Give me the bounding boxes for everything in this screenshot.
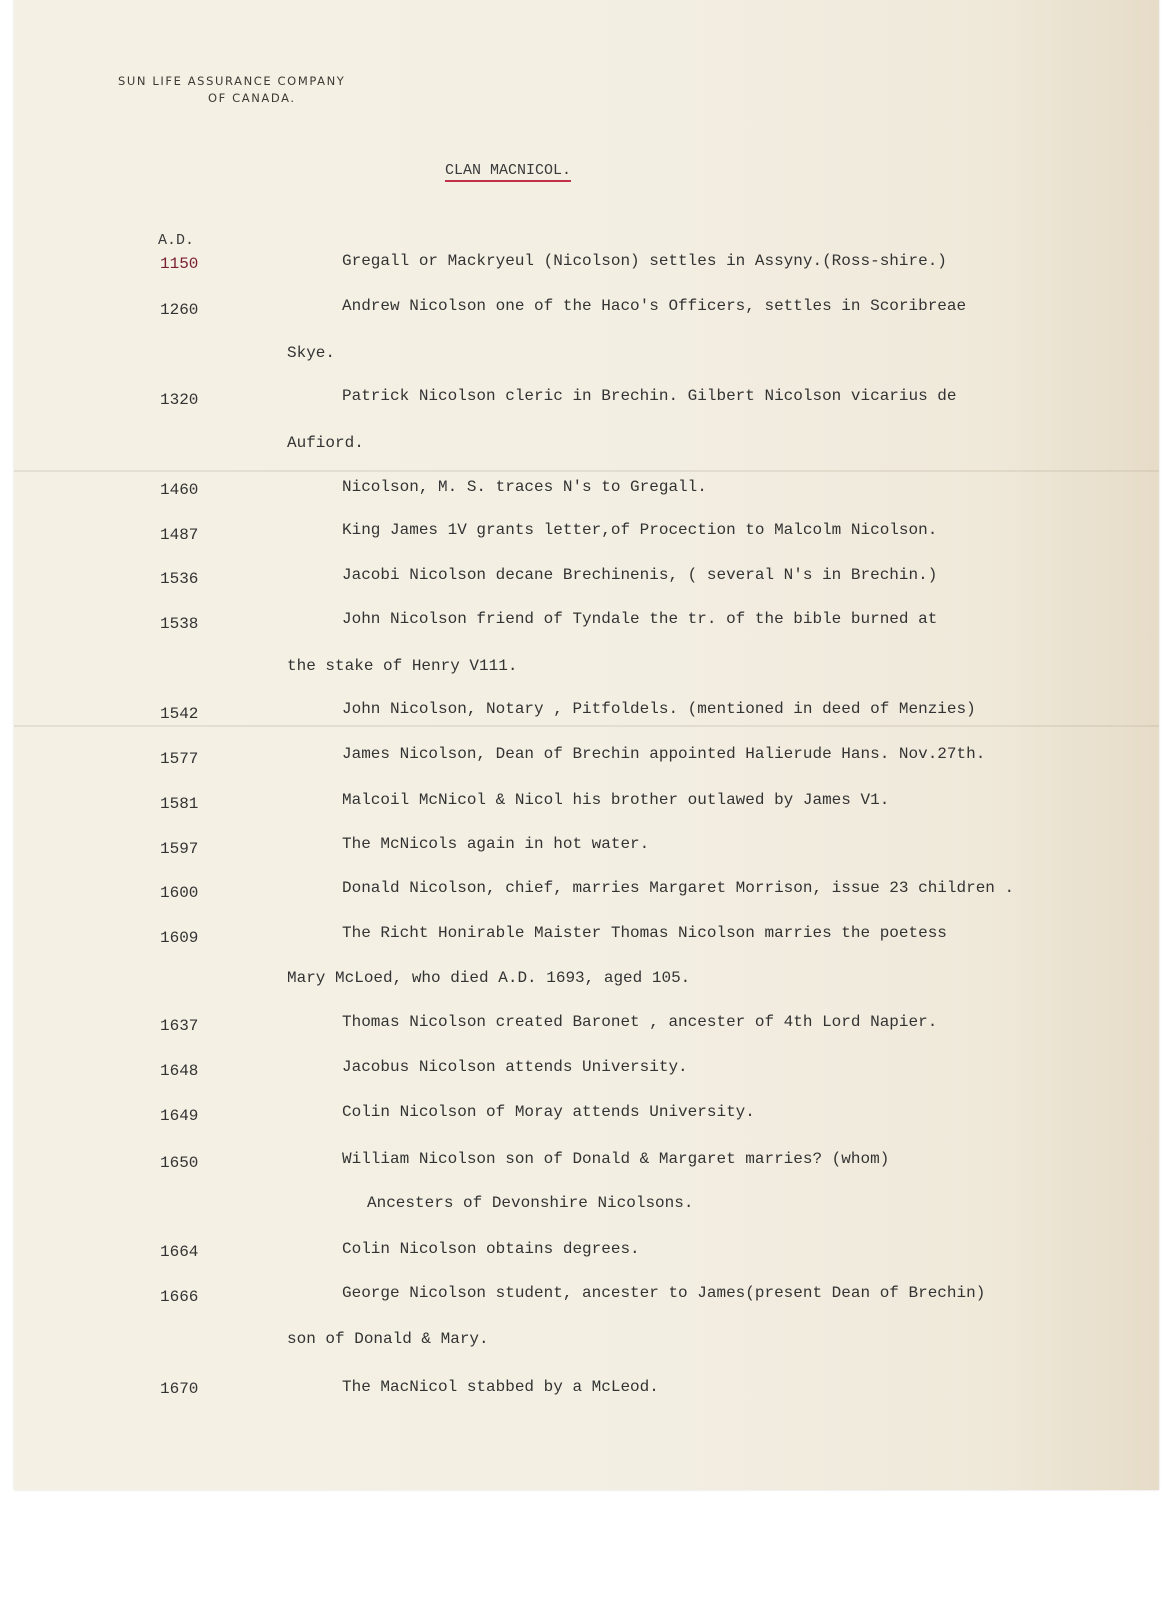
entry-continuation: son of Donald & Mary.	[287, 1330, 489, 1348]
entry-text: Gregall or Mackryeul (Nicolson) settles in Assyny.(Ross-shire.)	[342, 252, 947, 270]
entry-year: 1538	[160, 615, 199, 633]
entry-year: 1637	[160, 1017, 199, 1035]
entry-text: Nicolson, M. S. traces N's to Gregall.	[342, 478, 707, 496]
entry-year: 1664	[160, 1243, 199, 1261]
entry-year: 1609	[160, 929, 199, 947]
entry-text: Jacobus Nicolson attends University.	[342, 1058, 688, 1076]
entry-year: 1650	[160, 1154, 199, 1172]
document-title: CLAN MACNICOL.	[445, 162, 571, 182]
entry-year: 1597	[160, 840, 199, 858]
paper-fold	[14, 725, 1159, 727]
paper-fold	[14, 470, 1159, 472]
entry-year: 1320	[160, 391, 199, 409]
entry-text: William Nicolson son of Donald & Margaret marries? (whom)	[342, 1150, 890, 1168]
letterhead	[118, 74, 418, 105]
entry-text: The Richt Honirable Maister Thomas Nicolson marries the poetess	[342, 924, 947, 942]
entry-text: The MacNicol stabbed by a McLeod.	[342, 1378, 659, 1396]
entry-text: Colin Nicolson obtains degrees.	[342, 1240, 640, 1258]
entry-year: 1260	[160, 301, 199, 319]
entry-text: James Nicolson, Dean of Brechin appointed Halierude Hans. Nov.27th.	[342, 745, 986, 763]
entry-year: 1600	[160, 884, 199, 902]
entry-text: The McNicols again in hot water.	[342, 835, 650, 853]
entry-year: 1648	[160, 1062, 199, 1080]
entry-year: 1460	[160, 481, 199, 499]
entry-continuation: the stake of Henry V111.	[287, 657, 518, 675]
entry-year: 1666	[160, 1288, 199, 1306]
entry-year: 1577	[160, 750, 199, 768]
entry-year: 1150	[160, 255, 199, 273]
entry-year: 1649	[160, 1107, 199, 1125]
entry-text: King James 1V grants letter,of Procection to Malcolm Nicolson.	[342, 521, 938, 539]
era-label: A.D.	[158, 232, 195, 249]
entry-text: Patrick Nicolson cleric in Brechin. Gilbert Nicolson vicarius de	[342, 387, 957, 405]
entry-year: 1670	[160, 1380, 199, 1398]
entry-text: George Nicolson student, ancester to James(present Dean of Brechin)	[342, 1284, 986, 1302]
entry-text: John Nicolson, Notary , Pitfoldels. (mentioned in deed of Menzies)	[342, 700, 976, 718]
entry-text: Colin Nicolson of Moray attends University.	[342, 1103, 755, 1121]
entry-year: 1542	[160, 705, 199, 723]
entry-text: Jacobi Nicolson decane Brechinenis, ( several N's in Brechin.)	[342, 566, 938, 584]
entry-continuation: Ancesters of Devonshire Nicolsons.	[367, 1194, 694, 1212]
entry-continuation: Skye.	[287, 344, 336, 362]
entry-text: Thomas Nicolson created Baronet , ancester of 4th Lord Napier.	[342, 1013, 938, 1031]
entry-year: 1487	[160, 526, 199, 544]
entry-continuation: Aufiord.	[287, 434, 364, 452]
entry-text: Donald Nicolson, chief, marries Margaret Morrison, issue 23 children .	[342, 879, 1015, 897]
entry-year: 1536	[160, 570, 199, 588]
entry-year: 1581	[160, 795, 199, 813]
entry-text: John Nicolson friend of Tyndale the tr. of the bible burned at	[342, 610, 938, 628]
letterhead-company: SUN LIFE ASSURANCE COMPANY	[118, 74, 346, 88]
entry-continuation: Mary McLoed, who died A.D. 1693, aged 105.	[287, 969, 691, 987]
letterhead-country: OF CANADA.	[208, 91, 296, 105]
entry-text: Andrew Nicolson one of the Haco's Officers, settles in Scoribreae	[342, 297, 967, 315]
entry-text: Malcoil McNicol & Nicol his brother outlawed by James V1.	[342, 791, 890, 809]
